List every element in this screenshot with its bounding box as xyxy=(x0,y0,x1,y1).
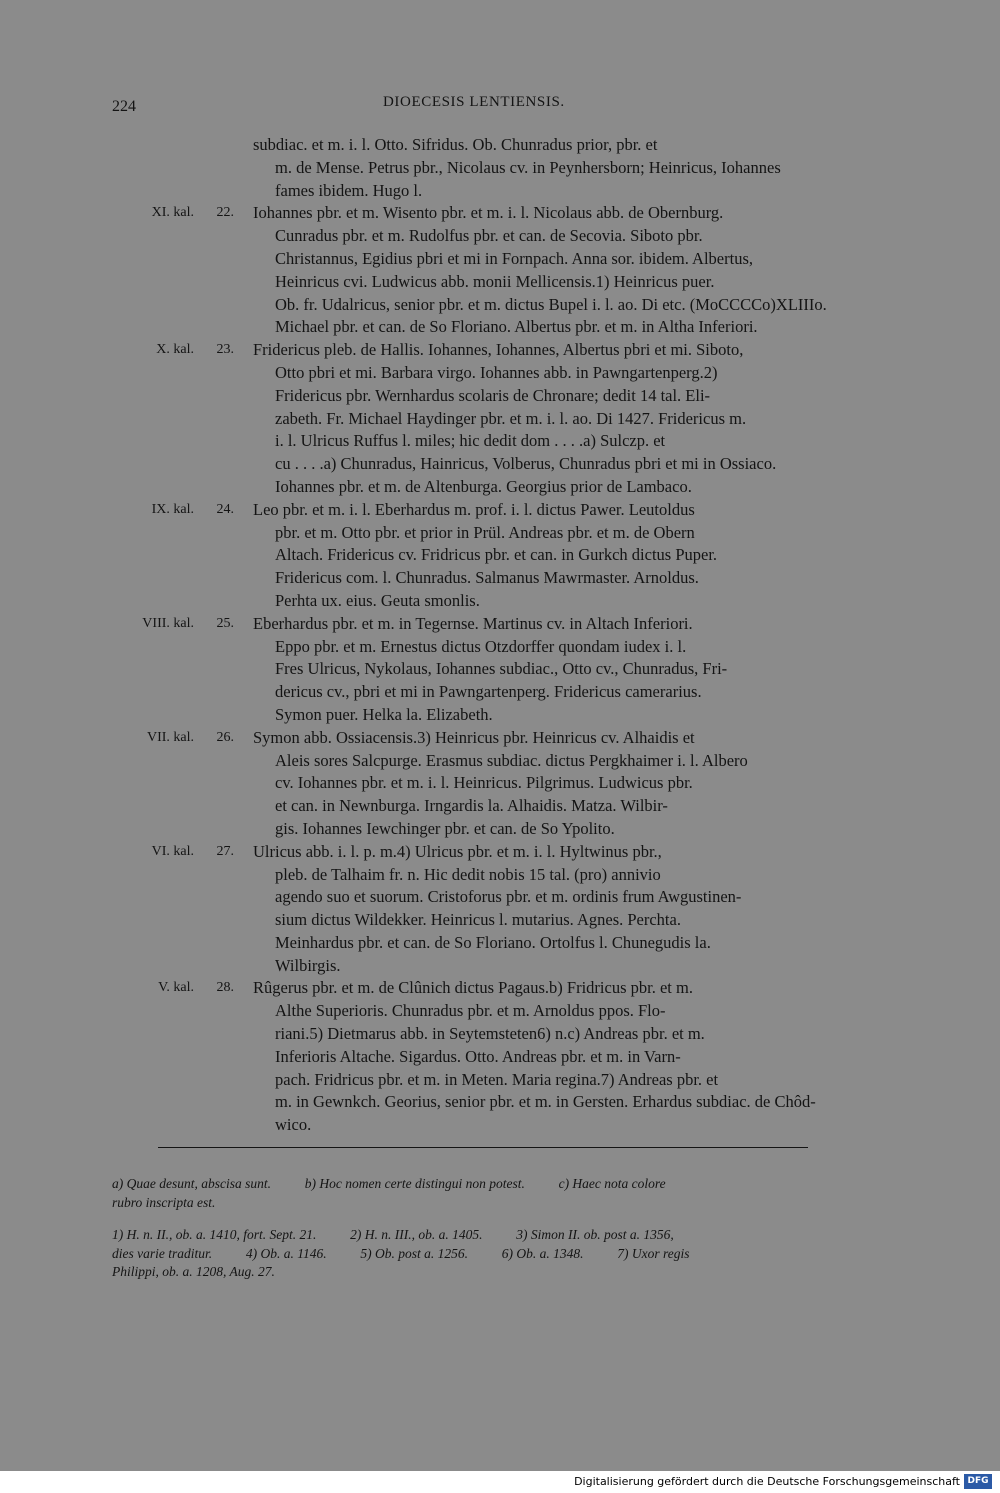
footer-credit: Digitalisierung gefördert durch die Deutsche Forschungsgemeinschaft xyxy=(574,1475,960,1488)
entry-row xyxy=(0,977,1000,1137)
entry-text-line: cv. Iohannes pbr. et m. i. l. Heinricus. Pilgrimus. Ludwicus pbr. xyxy=(275,773,693,793)
entry-row xyxy=(0,134,1000,202)
entry-text-line: m. in Gewnkch. Georius, senior pbr. et m. in Gersten. Erhardus subdiac. de Chôd- xyxy=(275,1092,816,1112)
entry-text-line: Althe Superioris. Chunradus pbr. et m. Arnoldus ppos. Flo- xyxy=(275,1001,666,1021)
page-number: 224 xyxy=(112,98,136,115)
entry-text-line: Heinricus cvi. Ludwicus abb. monii Mellicensis.1) Heinricus puer. xyxy=(275,271,715,291)
entry-text-line: gis. Iohannes Iewchinger pbr. et can. de So Ypolito. xyxy=(275,818,615,838)
digitization-footer xyxy=(0,1471,1000,1493)
entry-text-line: sium dictus Wildekker. Heinricus l. mutarius. Agnes. Perchta. xyxy=(275,910,681,930)
entry-text-line: Fridericus com. l. Chunradus. Salmanus Mawrmaster. Arnoldus. xyxy=(275,568,699,588)
entry-row xyxy=(0,841,1000,978)
footnote-line: Philippi, ob. a. 1208, Aug. 27. xyxy=(112,1264,275,1279)
entry-row xyxy=(0,727,1000,841)
calendar-mark: V. kal. xyxy=(158,980,194,996)
entry-text-line: zabeth. Fr. Michael Haydinger pbr. et m. i. l. ao. Di 1427. Fridericus m. xyxy=(275,408,747,428)
necrology-entries xyxy=(0,134,1000,1137)
entry-text-line: Michael pbr. et can. de So Floriano. Albertus pbr. et m. in Altha Inferiori. xyxy=(275,317,758,337)
entry-row xyxy=(0,339,1000,499)
footnote-line: rubro inscripta est. xyxy=(112,1194,216,1210)
entry-text-line: pbr. et m. Otto pbr. et prior in Prül. Andreas pbr. et m. de Obern xyxy=(275,522,695,542)
calendar-mark: IX. kal. xyxy=(151,501,194,517)
entry-row xyxy=(0,613,1000,727)
entry-text-line: agendo suo et suorum. Cristoforus pbr. et m. ordinis frum Awgustinen- xyxy=(275,887,742,907)
day-number: 26. xyxy=(216,729,234,745)
footnotes xyxy=(112,1175,856,1282)
entry-text-line: Altach. Fridericus cv. Fridricus pbr. et can. in Gurkch dictus Puper. xyxy=(275,545,718,565)
calendar-mark: VII. kal. xyxy=(146,729,194,745)
day-number: 25. xyxy=(216,615,234,631)
entry-text-line: cu . . . .a) Chunradus, Hainricus, Volberus, Chunradus pbri et mi in Ossiaco. xyxy=(275,454,777,474)
entry-text-line: Christannus, Egidius pbri et mi in Fornpach. Anna sor. ibidem. Albertus, xyxy=(275,248,754,268)
footnotes-letters xyxy=(112,1175,856,1212)
footnote-line: dies varie traditur. 4) Ob. a. 1146. 5) Ob. post a. 1256. 6) Ob. a. 1348. 7) Uxor regis xyxy=(112,1245,690,1261)
entry-text-line: Otto pbri et mi. Barbara virgo. Iohannes abb. in Pawngartenperg.2) xyxy=(275,362,718,382)
entry-row xyxy=(0,499,1000,613)
entry-text-line: dericus cv., pbri et mi in Pawngartenperg. Fridericus camerarius. xyxy=(275,682,702,702)
entry-text-line: Rûgerus pbr. et m. de Clûnich dictus Pagaus.b) Fridricus pbr. et m. xyxy=(253,978,693,998)
entry-text-line: Aleis sores Salcpurge. Erasmus subdiac. dictus Pergkhaimer i. l. Albero xyxy=(275,750,748,770)
running-title: DIOECESIS LENTIENSIS. xyxy=(383,94,565,110)
entry-text-line: Inferioris Altache. Sigardus. Otto. Andreas pbr. et m. in Varn- xyxy=(275,1046,681,1066)
entry-text-line: i. l. Ulricus Ruffus l. miles; hic dedit dom . . . .a) Sulczp. et xyxy=(275,431,666,451)
entry-text-line: Symon puer. Helka la. Elizabeth. xyxy=(275,704,493,724)
day-number: 22. xyxy=(216,205,234,221)
entry-text-line: Meinhardus pbr. et can. de So Floriano. Ortolfus l. Chunegudis la. xyxy=(275,932,711,952)
entry-text-line: riani.5) Dietmarus abb. in Seytemsteten6) n.c) Andreas pbr. et m. xyxy=(275,1024,705,1044)
entry-text-line: et can. in Newnburga. Irngardis la. Alhaidis. Matza. Wilbir- xyxy=(275,796,668,816)
entry-text-line: Fridericus pbr. Wernhardus scolaris de Chronare; dedit 14 tal. Eli- xyxy=(275,385,711,405)
calendar-mark: VI. kal. xyxy=(151,843,194,859)
entry-text-line: m. de Mense. Petrus pbr., Nicolaus cv. in Peynhersborn; Heinricus, Iohannes xyxy=(275,157,781,177)
day-number: 24. xyxy=(216,501,234,517)
day-number: 23. xyxy=(216,342,234,358)
entry-text-line: pach. Fridricus pbr. et m. in Meten. Maria regina.7) Andreas pbr. et xyxy=(275,1069,719,1089)
entry-text-line: Symon abb. Ossiacensis.3) Heinricus pbr. Heinricus cv. Alhaidis et xyxy=(253,727,695,747)
entry-text-line: Eberhardus pbr. et m. in Tegernse. Martinus cv. in Altach Inferiori. xyxy=(253,613,693,633)
entry-text-line: subdiac. et m. i. l. Otto. Sifridus. Ob. Chunradus prior, pbr. et xyxy=(253,135,658,154)
entry-text-line: Cunradus pbr. et m. Rudolfus pbr. et can. de Secovia. Siboto pbr. xyxy=(275,226,703,246)
entry-text-line: pleb. de Talhaim fr. n. Hic dedit nobis 15 tal. (pro) annivio xyxy=(275,864,661,884)
entry-text-line: Perhta ux. eius. Geuta smonlis. xyxy=(275,590,480,610)
entry-text-line: Eppo pbr. et m. Ernestus dictus Otzdorffer quondam iudex i. l. xyxy=(275,636,687,656)
entry-text-line: Ob. fr. Udalricus, senior pbr. et m. dictus Bupel i. l. ao. Di etc. (MoCCCCo)XLIIIo. xyxy=(275,294,827,314)
entry-text-line: Ulricus abb. i. l. p. m.4) Ulricus pbr. et m. i. l. Hyltwinus pbr., xyxy=(253,841,662,861)
footnote-line: a) Quae desunt, abscisa sunt. b) Hoc nomen certe distingui non potest. c) Haec nota colore xyxy=(112,1176,666,1191)
entry-text-line: Fres Ulricus, Nykolaus, Iohannes subdiac., Otto cv., Chunradus, Fri- xyxy=(275,659,728,679)
entry-text-line: fames ibidem. Hugo l. xyxy=(275,180,423,200)
entry-text-line: Wilbirgis. xyxy=(275,955,341,975)
entry-text-line: Fridericus pleb. de Hallis. Iohannes, Iohannes, Albertus pbri et mi. Siboto, xyxy=(253,340,744,360)
entry-text-line: wico. xyxy=(275,1115,312,1135)
footnote-separator-rule xyxy=(158,1147,808,1148)
day-number: 28. xyxy=(216,980,234,996)
entry-text-line: Iohannes pbr. et m. Wisento pbr. et m. i. l. Nicolaus abb. de Obernburg. xyxy=(253,203,724,223)
day-number: 27. xyxy=(216,843,234,859)
entry-text-line: Iohannes pbr. et m. de Altenburga. Georgius prior de Lambaco. xyxy=(275,476,692,496)
calendar-mark: VIII. kal. xyxy=(142,615,194,631)
footnotes-numbers xyxy=(112,1226,856,1282)
footnote-line: 1) H. n. II., ob. a. 1410, fort. Sept. 21. 2) H. n. III., ob. a. 1405. 3) Simon II. ob. post a. 1356, xyxy=(112,1227,674,1242)
entry-row xyxy=(0,202,1000,339)
entry-text-line: Leo pbr. et m. i. l. Eberhardus m. prof. i. l. dictus Pawer. Leutoldus xyxy=(253,499,695,519)
calendar-mark: X. kal. xyxy=(156,342,194,358)
dfg-logo-icon: DFG xyxy=(964,1474,992,1489)
calendar-mark: XI. kal. xyxy=(151,205,194,221)
